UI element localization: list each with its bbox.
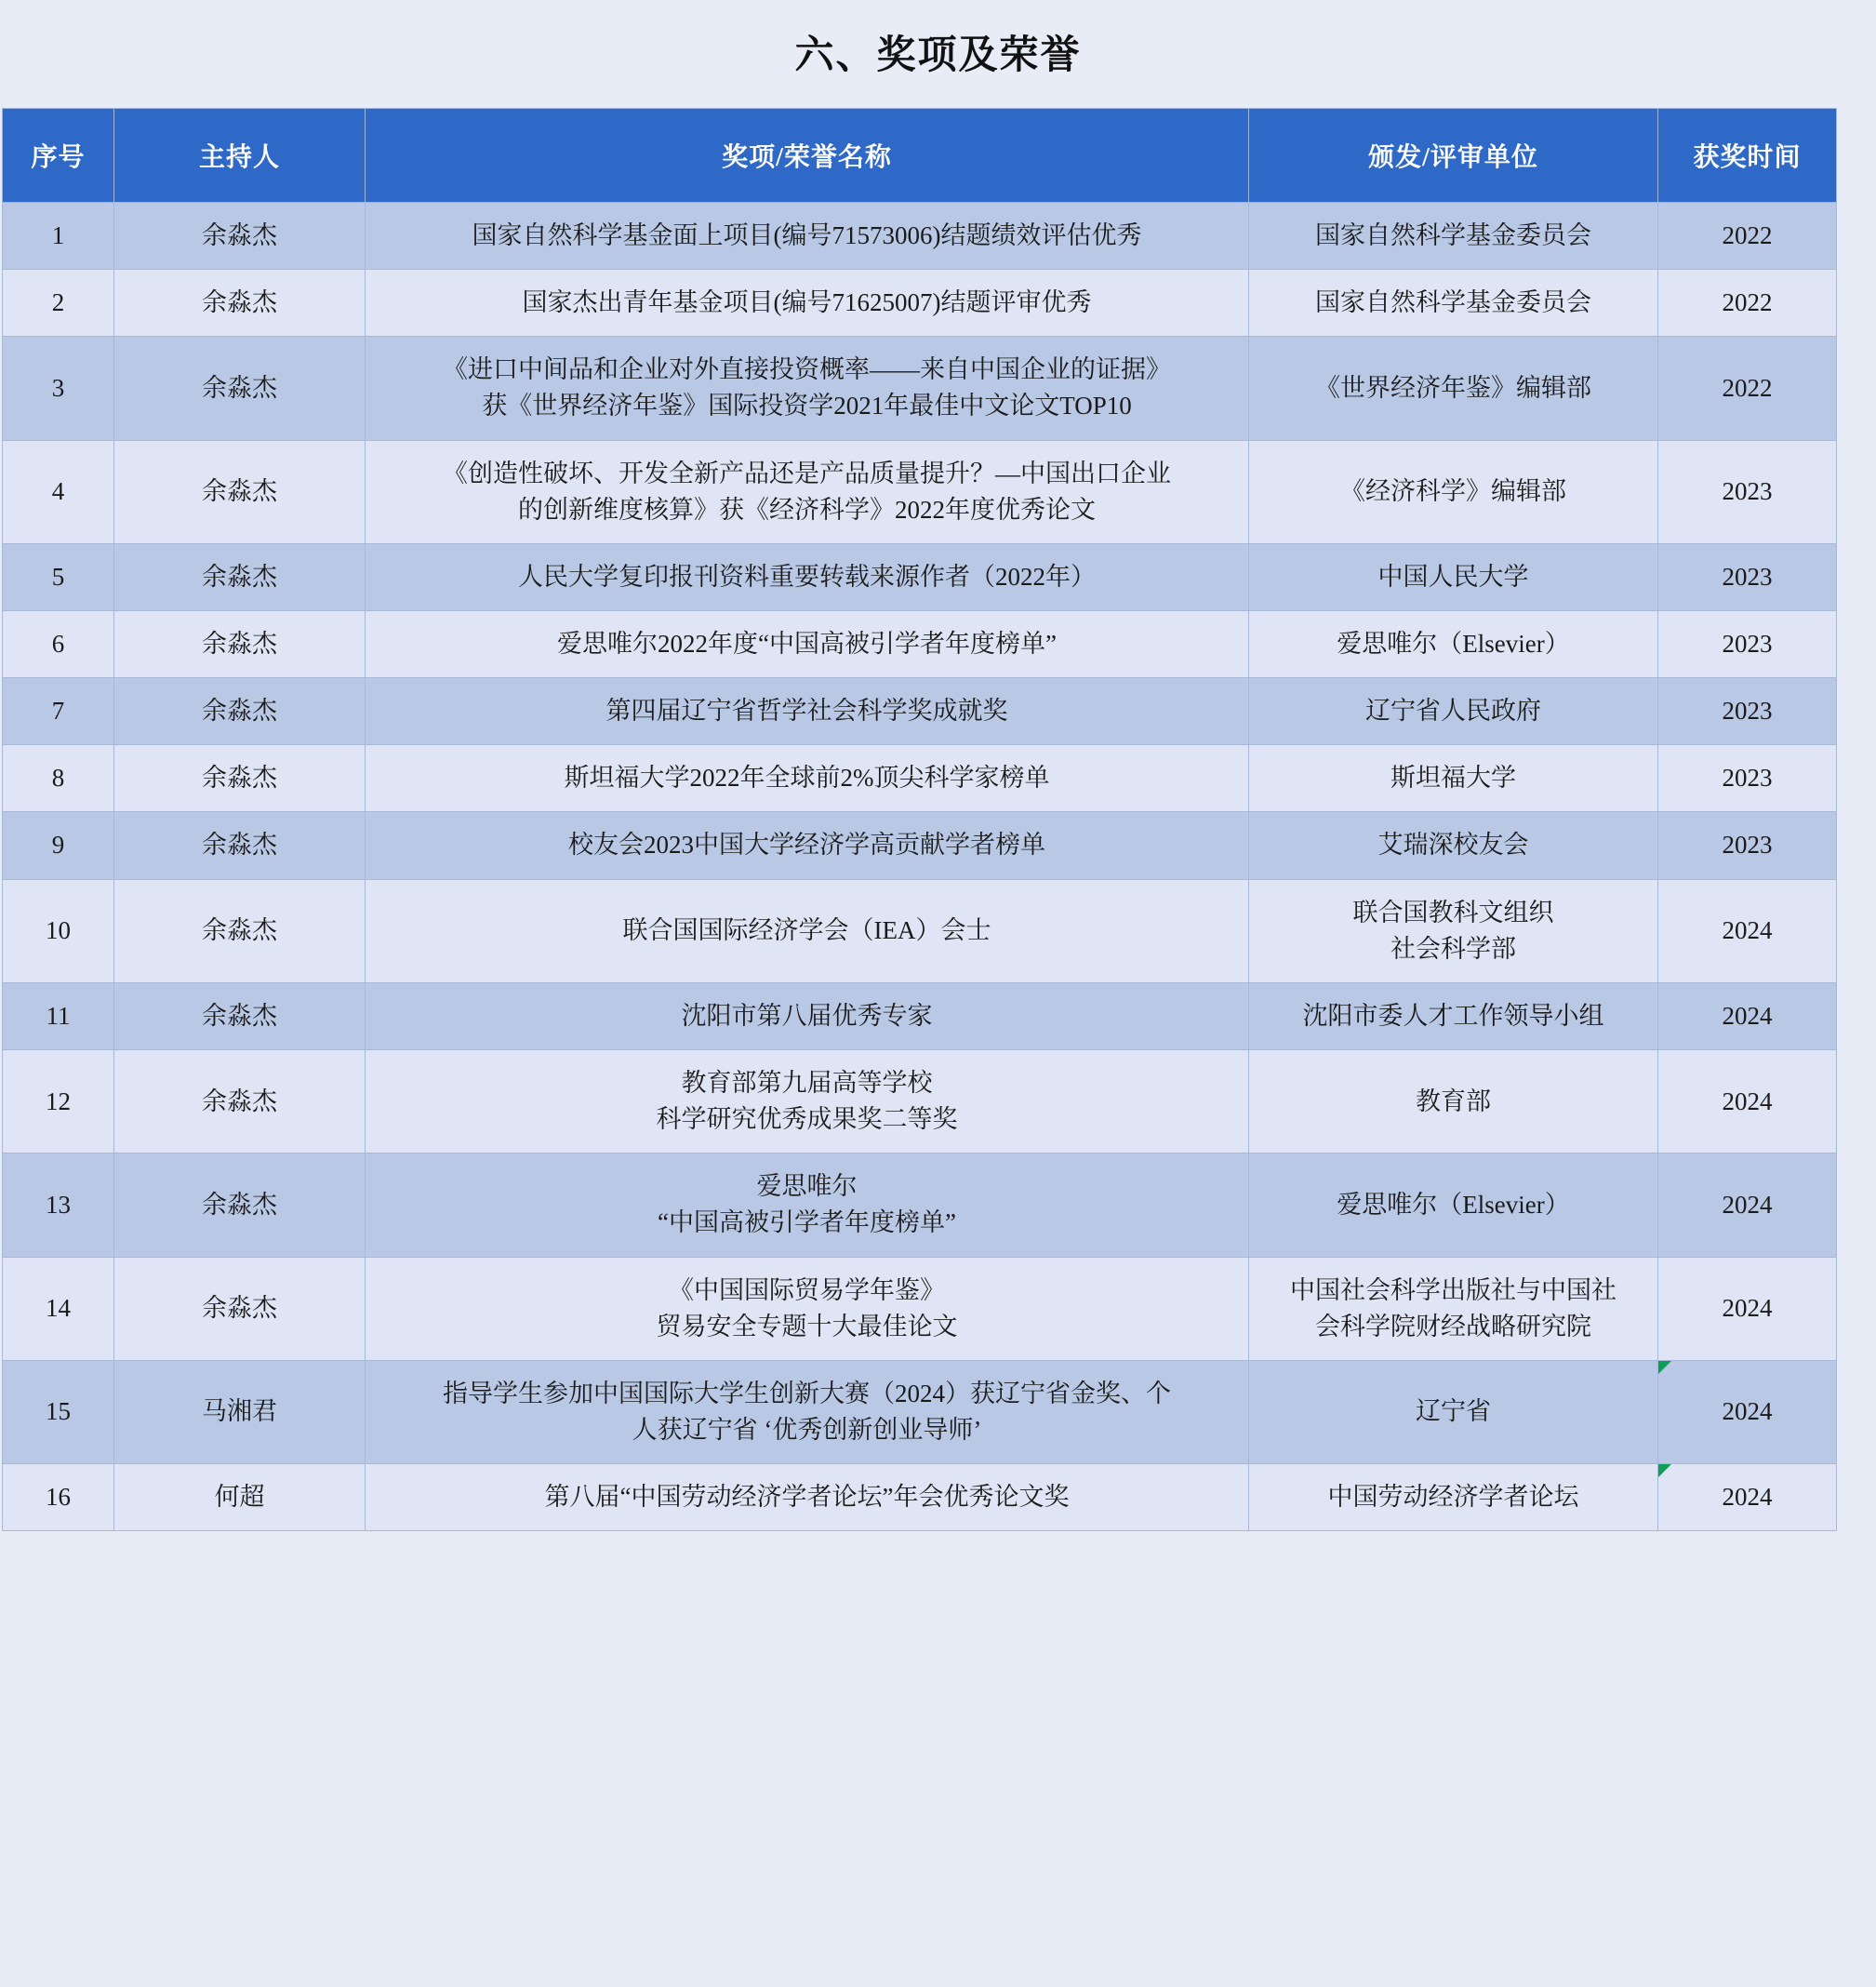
cell-index: 6 [3,610,114,677]
cell-year: 2023 [1658,440,1837,543]
cell-award-name-line: 人民大学复印报刊资料重要转载来源作者（2022年） [518,562,1096,591]
cell-unit-name [1249,1049,1658,1153]
cell-award-name [366,745,1249,812]
cell-year: 2024 [1658,1257,1837,1360]
cell-host: 余淼杰 [114,678,366,745]
cell-host: 余淼杰 [114,812,366,879]
cell-unit-name-line: 社会科学部 [1390,934,1516,963]
cell-index: 3 [3,337,114,440]
column-header-unit: 颁发/评审单位 [1249,109,1658,203]
cell-year: 2024 [1658,1360,1837,1463]
cell-index: 8 [3,745,114,812]
cell-year: 2024 [1658,1049,1837,1153]
cell-award-name [366,1360,1249,1463]
cell-award-name-line: 《进口中间品和企业对外直接投资概率——来自中国企业的证据》 [443,355,1171,384]
cell-award-name [366,1049,1249,1153]
cell-host: 何超 [114,1464,366,1531]
cell-unit-name [1249,270,1658,337]
cell-index: 4 [3,440,114,543]
table-row [3,982,1837,1049]
cell-unit-name-line: 《经济科学》编辑部 [1340,477,1566,506]
table-row [3,610,1837,677]
table-row [3,1464,1837,1531]
cell-year: 2024 [1658,1154,1837,1257]
table-row [3,1154,1837,1257]
cell-host: 余淼杰 [114,270,366,337]
cell-unit-name-line: 艾瑞深校友会 [1377,831,1529,860]
cell-index: 12 [3,1049,114,1153]
cell-unit-name [1249,440,1658,543]
cell-award-name-line: “中国高被引学者年度榜单” [658,1208,956,1237]
cell-award-name-line: 的创新维度核算》获《经济科学》2022年度优秀论文 [518,495,1096,524]
cell-year: 2022 [1658,203,1837,270]
cell-award-name [366,440,1249,543]
cell-unit-name [1249,982,1658,1049]
cell-index: 1 [3,203,114,270]
cell-year: 2023 [1658,678,1837,745]
cell-award-name-line: 联合国国际经济学会（IEA）会士 [622,916,991,945]
table-header-row [3,109,1837,203]
table-row [3,745,1837,812]
cell-award-name-line: 校友会2023中国大学经济学高贡献学者榜单 [568,831,1045,860]
cell-index: 5 [3,543,114,610]
cell-unit-name [1249,812,1658,879]
cell-unit-name-line: 教育部 [1416,1087,1491,1115]
cell-index: 7 [3,678,114,745]
table-row [3,203,1837,270]
cell-award-name [366,337,1249,440]
cell-unit-name-line: 爱思唯尔（Elsevier） [1337,629,1570,658]
cell-award-name [366,812,1249,879]
cell-host: 余淼杰 [114,203,366,270]
awards-table [2,108,1837,1531]
cell-unit-name-line: 会科学院财经战略研究院 [1315,1312,1591,1340]
cell-unit-name-line: 爱思唯尔（Elsevier） [1337,1190,1570,1219]
cell-index: 11 [3,982,114,1049]
table-body [3,203,1837,1531]
cell-award-name-line: 指导学生参加中国国际大学生创新大赛（2024）获辽宁省金奖、个 [443,1379,1171,1407]
cell-index: 15 [3,1360,114,1463]
cell-award-name-line: 国家自然科学基金面上项目(编号71573006)结题绩效评估优秀 [472,221,1142,249]
cell-unit-name [1249,1257,1658,1360]
table-row [3,543,1837,610]
cell-unit-name [1249,1464,1658,1531]
cell-unit-name [1249,543,1658,610]
cell-host: 余淼杰 [114,1154,366,1257]
table-row [3,337,1837,440]
cell-unit-name [1249,1360,1658,1463]
cell-host: 余淼杰 [114,337,366,440]
cell-award-name [366,1464,1249,1531]
cell-unit-name [1249,1154,1658,1257]
cell-unit-name [1249,879,1658,982]
cell-index: 2 [3,270,114,337]
cell-index: 13 [3,1154,114,1257]
cell-award-name-line: 教育部第九届高等学校 [681,1068,933,1097]
cell-host: 余淼杰 [114,745,366,812]
cell-unit-name-line: 辽宁省 [1416,1397,1491,1426]
cell-award-name-line: 贸易安全专题十大最佳论文 [656,1312,958,1340]
cell-award-name [366,879,1249,982]
table-row [3,1360,1837,1463]
cell-unit-name [1249,745,1658,812]
cell-award-name-line: 《中国国际贸易学年鉴》 [669,1275,945,1304]
cell-unit-name-line: 中国人民大学 [1377,562,1529,591]
cell-year: 2022 [1658,337,1837,440]
table-row [3,1049,1837,1153]
table-row [3,270,1837,337]
cell-award-name-line: 第八届“中国劳动经济学者论坛”年会优秀论文奖 [544,1483,1070,1512]
cell-index: 10 [3,879,114,982]
table-row [3,879,1837,982]
cell-unit-name-line: 中国劳动经济学者论坛 [1327,1483,1579,1512]
cell-award-name [366,1154,1249,1257]
cell-unit-name [1249,610,1658,677]
cell-unit-name [1249,203,1658,270]
cell-host: 余淼杰 [114,440,366,543]
cell-year: 2023 [1658,543,1837,610]
column-header-index: 序号 [3,109,114,203]
cell-index: 14 [3,1257,114,1360]
page-title: 六、奖项及荣誉 [794,34,1082,77]
cell-award-name [366,270,1249,337]
cell-index: 9 [3,812,114,879]
cell-award-name-line: 沈阳市第八届优秀专家 [681,1001,933,1030]
column-header-name: 奖项/荣誉名称 [366,109,1249,203]
cell-award-name-line: 爱思唯尔2022年度“中国高被引学者年度榜单” [557,629,1057,658]
cell-unit-name-line: 沈阳市委人才工作领导小组 [1302,1001,1604,1030]
table-row [3,440,1837,543]
cell-award-name-line: 爱思唯尔 [756,1172,858,1201]
cell-host: 余淼杰 [114,543,366,610]
cell-award-name [366,203,1249,270]
cell-award-name [366,543,1249,610]
table-row [3,678,1837,745]
cell-award-name [366,678,1249,745]
cell-award-name [366,1257,1249,1360]
cell-year: 2024 [1658,982,1837,1049]
cell-year: 2023 [1658,745,1837,812]
cell-unit-name [1249,337,1658,440]
cell-award-name [366,982,1249,1049]
cell-host: 余淼杰 [114,1257,366,1360]
cell-unit-name [1249,678,1658,745]
cell-award-name-line: 国家杰出青年基金项目(编号71625007)结题评审优秀 [522,288,1092,317]
cell-award-name [366,610,1249,677]
table-header [3,109,1837,203]
table-row [3,1257,1837,1360]
cell-host: 余淼杰 [114,982,366,1049]
cell-unit-name-line: 辽宁省人民政府 [1365,697,1541,726]
cell-index: 16 [3,1464,114,1531]
column-header-host: 主持人 [114,109,366,203]
cell-unit-name-line: 联合国教科文组织 [1352,898,1554,927]
cell-unit-name-line: 国家自然科学基金委员会 [1315,221,1591,249]
cell-award-name-line: 第四届辽宁省哲学社会科学奖成就奖 [605,697,1008,726]
cell-year: 2024 [1658,879,1837,982]
cell-year: 2023 [1658,812,1837,879]
cell-award-name-line: 获《世界经济年鉴》国际投资学2021年最佳中文论文TOP10 [482,392,1132,420]
cell-host: 马湘君 [114,1360,366,1463]
table-row [3,812,1837,879]
column-header-year: 获奖时间 [1658,109,1837,203]
cell-unit-name-line: 国家自然科学基金委员会 [1315,288,1591,317]
cell-award-name-line: 科学研究优秀成果奖二等奖 [656,1105,958,1134]
cell-award-name-line: 人获辽宁省 ‘优秀创新创业导师’ [632,1415,982,1444]
cell-host: 余淼杰 [114,610,366,677]
cell-year: 2024 [1658,1464,1837,1531]
cell-year: 2023 [1658,610,1837,677]
cell-award-name-line: 《创造性破坏、开发全新产品还是产品质量提升？—中国出口企业 [443,459,1171,487]
cell-host: 余淼杰 [114,1049,366,1153]
cell-host: 余淼杰 [114,879,366,982]
cell-unit-name-line: 斯坦福大学 [1390,764,1516,793]
cell-year: 2022 [1658,270,1837,337]
cell-award-name-line: 斯坦福大学2022年全球前2%顶尖科学家榜单 [564,764,1050,793]
cell-unit-name-line: 《世界经济年鉴》编辑部 [1315,373,1591,402]
cell-unit-name-line: 中国社会科学出版社与中国社 [1290,1275,1617,1304]
